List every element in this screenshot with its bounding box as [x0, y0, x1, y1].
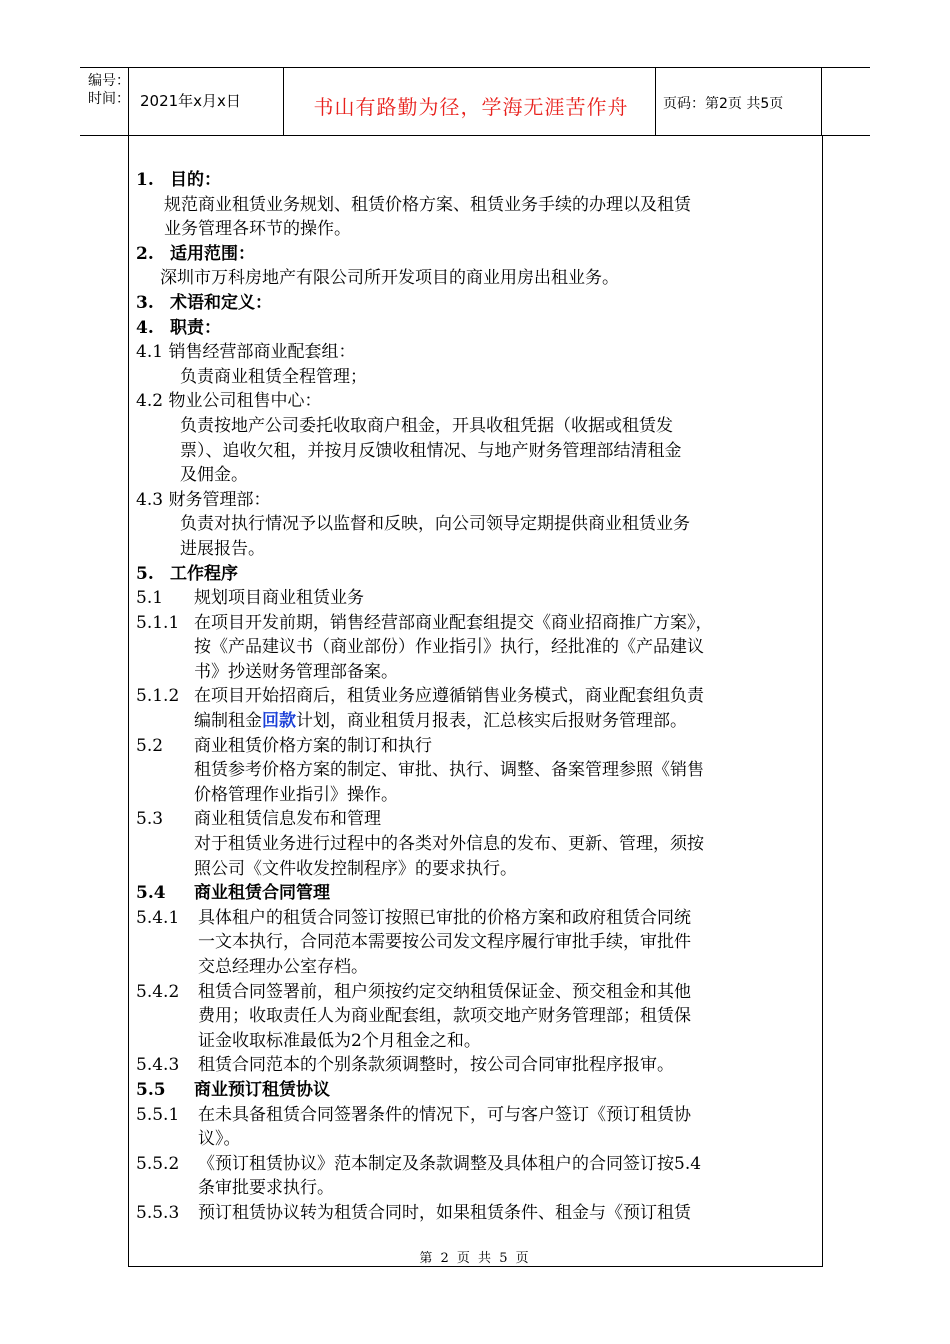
page-footer: 第 2 页 共 5 页: [419, 1251, 531, 1266]
subsection-4-3: 4.3 财务管理部：: [136, 489, 271, 510]
time-label: 时间：: [88, 91, 130, 107]
paragraph-line: 议》。: [198, 1129, 241, 1150]
paragraph-line: 证金收取标准最低为2个月租金之和。: [198, 1030, 481, 1051]
paragraph-line: 价格管理作业指引》操作。: [194, 784, 398, 805]
subsection-5-2: 5.2 商业租赁价格方案的制订和执行: [136, 735, 432, 756]
header-date: 2021年x月x日: [140, 92, 241, 110]
paragraph-line: 进展报告。: [180, 538, 265, 559]
paragraph-line: 业务管理各环节的操作。: [164, 219, 351, 240]
paragraph-line: 交总经理办公室存档。: [198, 957, 368, 977]
paragraph-line: 租赁参考价格方案的制定、审批、执行、调整、备案管理参照《销售: [194, 760, 704, 781]
header-page-info: 页码：第2页 共5页: [663, 96, 784, 112]
clause-5-4-3: 5.4.3 租赁合同范本的个别条款须调整时，按公司合同审批程序报审。: [136, 1055, 674, 1076]
paragraph-line: 负责商业租赁全程管理；: [180, 366, 367, 387]
clause-5-4-2: 5.4.2 租赁合同签署前，租户须按约定交纳租赁保证金、预交租金和其他: [136, 981, 691, 1002]
header-top-line: [80, 67, 870, 68]
clause-5-5-3: 5.5.3 预订租赁协议转为租赁合同时，如果租赁条件、租金与《预订租赁: [136, 1202, 691, 1223]
clause-5-5-2: 5.5.2 《预订租赁协议》范本制定及条款调整及具体租户的合同签订按5.4: [136, 1153, 702, 1174]
header-divider-4: [821, 67, 822, 135]
section-3-heading: 3. 术语和定义：: [136, 292, 272, 313]
paragraph-line: 照公司《文件收发控制程序》的要求执行。: [194, 858, 517, 879]
clause-5-5-1: 5.5.1 在未具备租赁合同签署条件的情况下，可与客户签订《预订租赁协: [136, 1104, 691, 1125]
paragraph-line: 按《产品建议书（商业部份）作业指引》执行，经批准的《产品建议: [194, 637, 704, 658]
subsection-4-2: 4.2 物业公司租售中心：: [136, 391, 322, 412]
paragraph-line: 一文本执行，合同范本需要按公司发文程序履行审批手续，审批件: [198, 932, 691, 953]
subsection-5-3: 5.3 商业租赁信息发布和管理: [136, 809, 381, 830]
paragraph-line: 负责对执行情况予以监督和反映，向公司领导定期提供商业租赁业务: [180, 514, 690, 535]
paragraph-line: 及佣金。: [180, 465, 248, 486]
paragraph-line: 负责按地产公司委托收取商户租金，开具收租凭据（收据或租赁发: [180, 415, 673, 436]
document-body: [136, 168, 816, 1226]
clause-5-1-2: 5.1.2 在项目开始招商后，租赁业务应遵循销售业务模式，商业配套组负责: [136, 686, 704, 707]
header-divider-3: [655, 67, 656, 135]
paragraph-line: 对于租赁业务进行过程中的各类对外信息的发布、更新、管理，须按: [194, 834, 704, 855]
subsection-5-1: 5.1 规划项目商业租赁业务: [136, 588, 364, 609]
section-2-heading: 2. 适用范围：: [136, 243, 255, 264]
subsection-5-4: 5.4 商业租赁合同管理: [136, 883, 330, 904]
paragraph-line: 条审批要求执行。: [198, 1178, 334, 1199]
subsection-4-1: 4.1 销售经营部商业配套组：: [136, 342, 356, 363]
clause-5-1-1: 5.1.1 在项目开发前期，销售经营部商业配套组提交《商业招商推广方案》，: [136, 612, 713, 633]
paragraph-line: 规范商业租赁业务规划、租赁价格方案、租赁业务手续的办理以及租赁: [164, 194, 691, 215]
code-label: 编号：: [88, 73, 130, 89]
subsection-5-5: 5.5 商业预订租赁协议: [136, 1079, 330, 1100]
paragraph-line: 票）、追收欠租，并按月反馈收租情况、与地产财务管理部结清租金: [180, 440, 682, 461]
paragraph-line: 书》抄送财务管理部备案。: [194, 661, 398, 682]
clause-5-4-1: 5.4.1 具体租户的租赁合同签订按照已审批的价格方案和政府租赁合同统: [136, 907, 691, 928]
section-5-heading: 5. 工作程序: [136, 563, 238, 584]
paragraph-line: 编制租金回款计划，商业租赁月报表，汇总核实后报财务管理部。: [194, 711, 687, 732]
paragraph-line: 费用；收取责任人为商业配套组，款项交地产财务管理部；租赁保: [198, 1006, 691, 1027]
header-motto: 书山有路勤为径，学海无涯苦作舟: [313, 95, 629, 119]
section-4-heading: 4. 职责：: [136, 317, 221, 338]
section-1-heading: 1. 目的：: [136, 170, 221, 190]
header-divider-2: [283, 67, 284, 135]
paragraph-line: 深圳市万科房地产有限公司所开发项目的商业用房出租业务。: [160, 268, 619, 289]
highlighted-keyword: 回款: [262, 711, 296, 732]
